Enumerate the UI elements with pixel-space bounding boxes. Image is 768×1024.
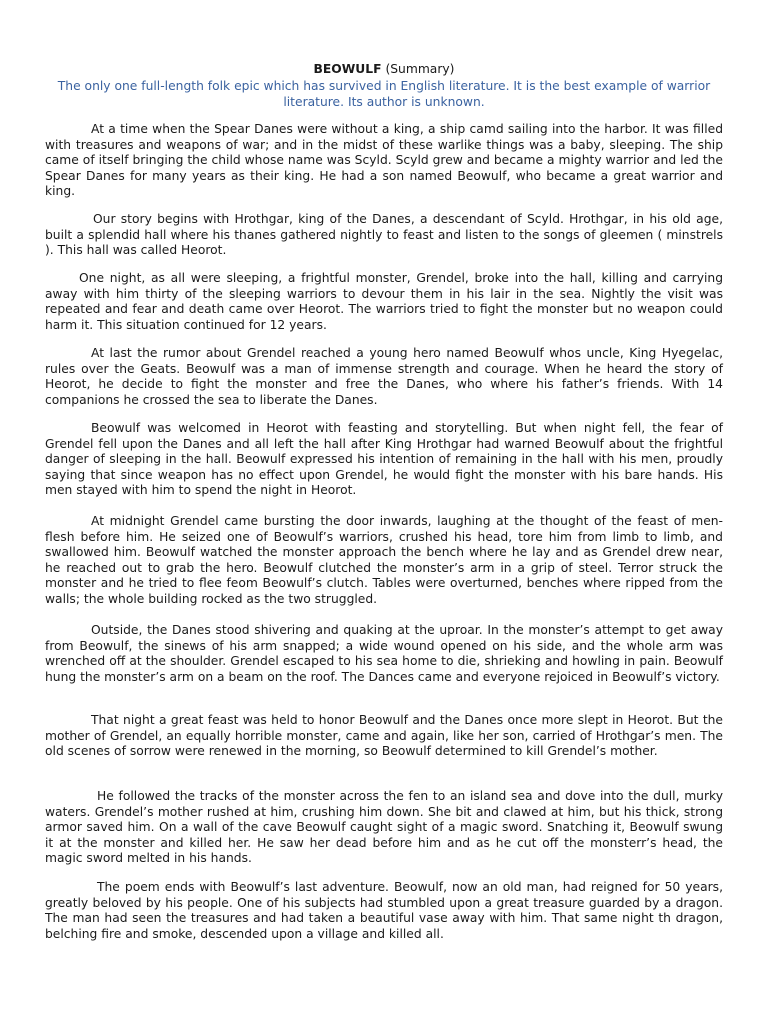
paragraph-8: That night a great feast was held to honor Beowulf and the Danes once more slept in Heorot. But the mother of Grendel, an equally horrible monster, came and again, like her son, carried of Hrothgar’s men. The old scenes of sorrow were renewed in the morning, so Beowulf determined to kill Grendel’s mother. <box>45 713 723 759</box>
document-page <box>45 61 723 110</box>
paragraph-7: Outside, the Danes stood shivering and quaking at the uproar. In the monster’s attempt to get away from Beowulf, the sinews of his arm snapped; a wide wound opened on his side, and the whole arm was wrenched off at the shoulder. Grendel escaped to his sea home to die, shrieking and howling in pain. Beowulf hung the monster’s arm on a beam on the roof. The Dances came and everyone rejoiced in Beowulf’s victory. <box>45 623 723 684</box>
paragraph-5: Beowulf was welcomed in Heorot with feasting and storytelling. But when night fell, the fear of Grendel fell upon the Danes and all left the hall after King Hrothgar had warned Beowulf about the frightful danger of sleeping in the hall. Beowulf expressed his intention of remaining in the hall with his men, proudly saying that since weapon has no effect upon Grendel, he would fight the monster with his bare hands. His men stayed with him to spend the night in Heorot. <box>45 421 723 498</box>
paragraph-10: The poem ends with Beowulf’s last adventure. Beowulf, now an old man, had reigned for 50 years, greatly beloved by his people. One of his subjects had stumbled upon a great treasure guarded by a dragon. The man had seen the treasures and had taken a beautiful vase away with him. That same night th dragon, belching fire and smoke, descended upon a village and killed all. <box>45 880 723 941</box>
paragraph-9: He followed the tracks of the monster across the fen to an island sea and dove into the dull, murky waters. Grendel’s mother rushed at him, crushing him down. She bit and clawed at him, but his thick, strong armor saved him. On a wall of the cave Beowulf caught sight of a magic sword. Snatching it, Beowulf swung it at the monster and killed her. He saw her dead before him and as he cut off the monsterr’s head, the magic sword melted in his hands. <box>45 789 723 866</box>
paragraph-6: At midnight Grendel came bursting the door inwards, laughing at the thought of the feast of men-flesh before him. He seized one of Beowulf’s warriors, crushed his head, tore him from limb to limb, and swallowed him. Beowulf watched the monster approach the bench where he lay and as Grendel drew near, he reached out to grab the hero. Beowulf clutched the monster’s arm in a grip of steel. Terror struck the monster and he tried to flee feom Beowulf’s clutch. Tables were overturned, benches where ripped from the walls; the whole building rocked as the two struggled. <box>45 514 723 606</box>
paragraph-4: At last the rumor about Grendel reached a young hero named Beowulf whos uncle, King Hyegelac, rules over the Geats. Beowulf was a man of immense strength and courage. When he heard the story of Heorot, he decide to fight the monster and free the Danes, who where his father’s friends. With 14 companions he crossed the sea to liberate the Danes. <box>45 346 723 407</box>
paragraph-2: Our story begins with Hrothgar, king of the Danes, a descendant of Scyld. Hrothgar, in his old age, built a splendid hall where his thanes gathered nightly to feast and listen to the songs of gleemen ( minstrels ). This hall was called Heorot. <box>45 212 723 258</box>
paragraph-1: At a time when the Spear Danes were without a king, a ship camd sailing into the harbor. It was filled with treasures and weapons of war; and in the midst of these warlike things was a baby, sleeping. The ship came of itself bringing the child whose name was Scyld. Scyld grew and became a mighty warrior and led the Spear Danes for many years as their king. He had a son named Beowulf, who became a great warrior and king. <box>45 122 723 199</box>
document-subtitle: The only one full-length folk epic which has survived in English literature. It is the best example of warrior literature. Its author is unknown. <box>57 79 711 109</box>
title-bold: BEOWULF <box>313 62 382 76</box>
paragraph-3: One night, as all were sleeping, a frightful monster, Grendel, broke into the hall, killing and carrying away with him thirty of the sleeping warriors to devour them in his lair in the sea. Nightly the visit was repeated and fear and death came over Heorot. The warriors tried to fight the monster but no weapon could harm it. This situation continued for 12 years. <box>45 271 723 332</box>
document-title <box>45 61 723 77</box>
title-suffix: (Summary) <box>381 62 455 76</box>
